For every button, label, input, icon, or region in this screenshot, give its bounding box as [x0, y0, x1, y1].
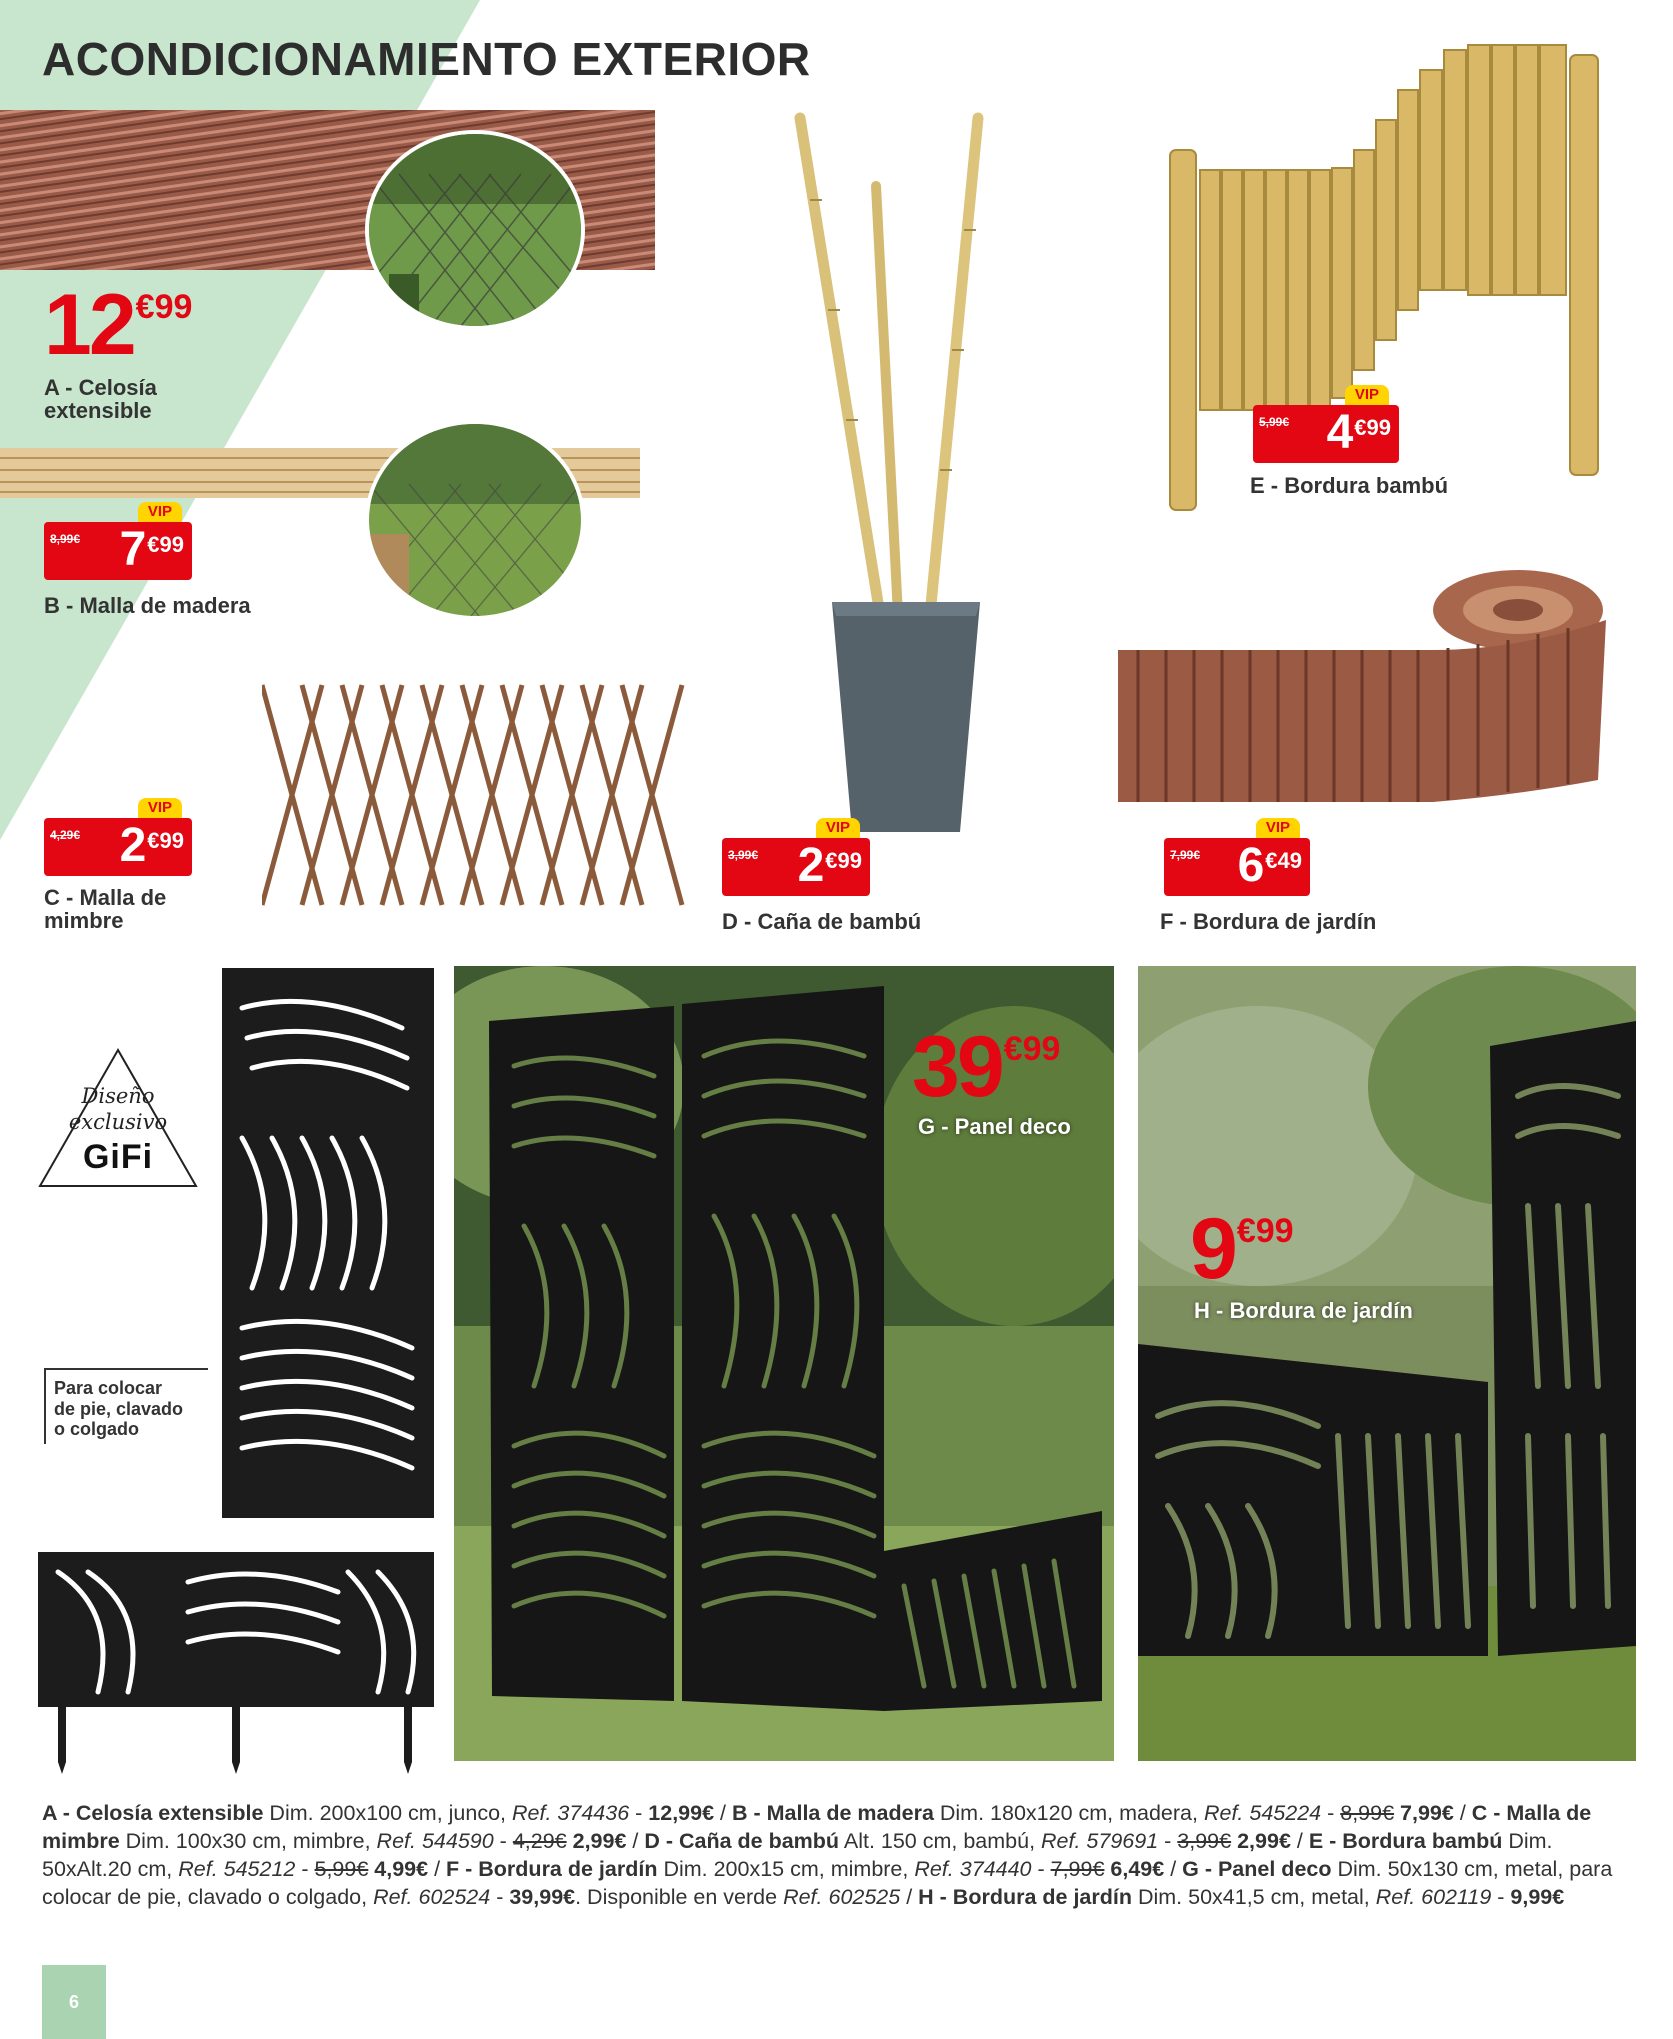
price-h: 9€99 [1190, 1201, 1294, 1297]
mounting-note: Para colocar de pie, clavado o colgado [44, 1368, 208, 1444]
price-g: 39€99 [912, 1019, 1061, 1115]
bordura-jardin-madera-image [1118, 570, 1606, 805]
product-specifications: A - Celosía extensible Dim. 200x100 cm, junco, Ref. 374436 - 12,99€ / B - Malla de madera Dim. 180x120 cm, madera, Ref. 545224 - 8,99€ 7,99€ / C - Malla de mimbre Dim. 100x30 cm, mimbre, Ref. 544590 - 4,29€ 2,99€ / D - Caña de bambú Alt. 150 cm, bambú, Ref. 579691 - 3,99€ 2,99€ / E - Bordura bambú Dim. 50xAlt.20 cm, Ref. 545212 - 5,99€ 4,99€ / F - Bordura de jardín Dim. 200x15 cm, mimbre, Ref. 374440 - 7,99€ 6,49€ / G - Panel deco Dim. 50x130 cm, metal, para colocar de pie, clavado o colgado, Ref. 602524 - 39,99€. Disponible en verde Ref. 602525 / H - Bordura de jardín Dim. 50x41,5 cm, metal, Ref. 602119 - 9,99€ [42, 1801, 1613, 1909]
vip-price-e: VIP 5,99€ 4€99 [1253, 405, 1399, 463]
cana-bambu-image [780, 110, 1000, 835]
panel-deco-vertical-image [222, 968, 434, 1518]
malla-mimbre-image [262, 665, 698, 925]
vip-price-b: VIP 8,99€ 7€99 [44, 522, 192, 580]
label-b: B - Malla de madera [44, 593, 251, 618]
label-e: E - Bordura bambú [1250, 473, 1449, 498]
diseno-exclusivo-badge: Diseño exclusivo GiFi [38, 1048, 198, 1188]
price-a: 12€99 [44, 277, 193, 373]
vip-price-d: VIP 3,99€ 2€99 [722, 838, 870, 896]
malla-madera-detail-circle [365, 420, 585, 620]
vip-price-f: VIP 7,99€ 6€49 [1164, 838, 1310, 896]
label-c: C - Malla de mimbre [44, 885, 167, 934]
label-d: D - Caña de bambú [722, 909, 922, 934]
page-number: 6 [42, 1965, 106, 2039]
bordura-metal-horizontal-image [38, 1552, 434, 1777]
celosia-detail-circle [365, 130, 585, 330]
label-h: H - Bordura de jardín [1194, 1298, 1413, 1323]
vip-price-c: VIP 4,29€ 2€99 [44, 818, 192, 876]
label-f: F - Bordura de jardín [1160, 909, 1377, 934]
gifi-logo: GiFi [82, 1138, 154, 1176]
label-g: G - Panel deco [918, 1114, 1071, 1139]
page-title: ACONDICIONAMIENTO EXTERIOR [42, 33, 811, 85]
label-a: A - Celosía extensible [44, 375, 157, 424]
bordura-metal-garden-photo [1138, 966, 1636, 1761]
